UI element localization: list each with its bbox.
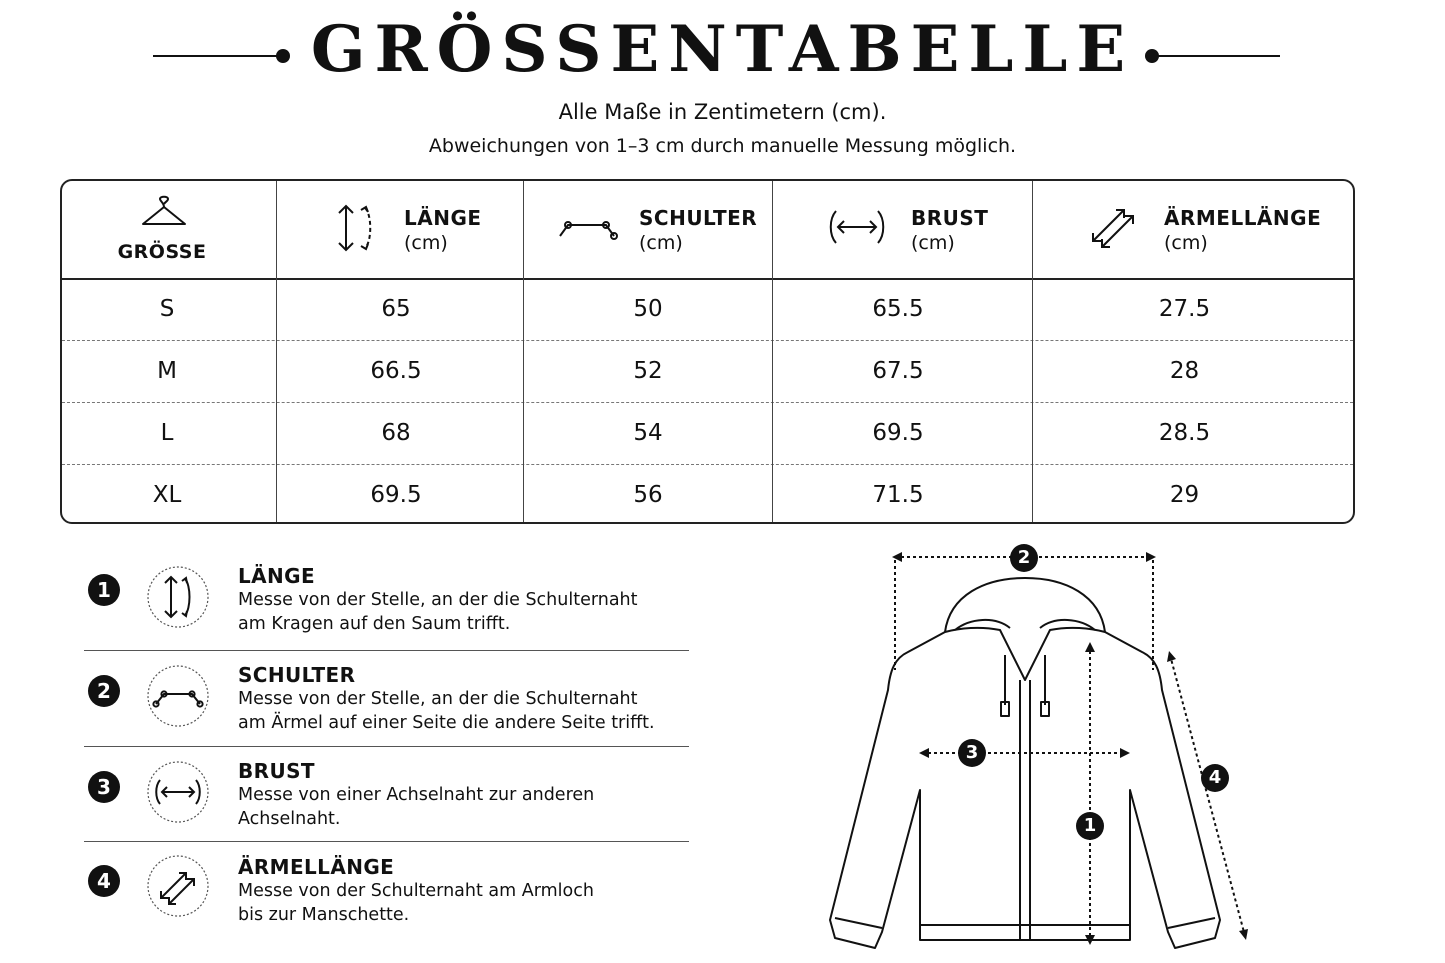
diagonal-arrows-icon <box>146 854 210 918</box>
legend-number: 3 <box>88 771 120 803</box>
cell-chest: 71.5 <box>872 482 924 508</box>
legend-line: Messe von der Stelle, an der die Schulternaht <box>238 689 638 709</box>
legend-line: am Kragen auf den Saum trifft. <box>238 614 511 634</box>
legend-divider <box>84 746 689 747</box>
horizontal-arrows-icon <box>828 207 886 247</box>
legend-description <box>238 588 678 636</box>
subtitle-units: Alle Maße in Zentimetern (cm). <box>558 100 887 124</box>
legend-divider <box>84 841 689 842</box>
cell-shoulder: 56 <box>633 482 663 508</box>
cell-length: 65 <box>381 296 411 322</box>
header-cell-sleeve <box>1032 181 1355 278</box>
header-label-shoulder: SCHULTER <box>639 206 758 230</box>
table-header-row <box>62 181 1353 280</box>
cell-shoulder: 54 <box>633 420 663 446</box>
horizontal-arrows-icon <box>146 760 210 824</box>
legend-description <box>238 783 678 831</box>
legend-title: BRUST <box>238 759 315 783</box>
legend-description <box>238 687 688 735</box>
cell-length: 69.5 <box>370 482 422 508</box>
legend-line: Messe von der Stelle, an der die Schulternaht <box>238 590 638 610</box>
cell-chest: 69.5 <box>872 420 924 446</box>
cell-size: XL <box>152 482 182 508</box>
diagonal-arrows-icon <box>1088 205 1138 251</box>
legend-line: Messe von einer Achselnaht zur anderen <box>238 785 595 805</box>
diagram-marker-length: 1 <box>1076 812 1104 840</box>
cell-sleeve: 28.5 <box>1158 420 1211 446</box>
hoodie-outline-icon <box>820 540 1260 955</box>
cell-chest: 65.5 <box>872 296 924 322</box>
header-unit-length: (cm) <box>404 232 448 254</box>
table-row <box>62 278 1353 340</box>
shoulder-line-icon <box>556 215 618 241</box>
cell-chest: 67.5 <box>872 358 924 384</box>
hanger-icon <box>140 195 188 231</box>
header-label-chest: BRUST <box>911 206 989 230</box>
cell-size: M <box>157 358 177 384</box>
cell-size: L <box>160 420 174 446</box>
legend-title: LÄNGE <box>238 564 316 588</box>
column-divider <box>523 181 524 522</box>
cell-size: S <box>159 296 175 322</box>
diagram-marker-shoulder: 2 <box>1010 544 1038 572</box>
header-unit-chest: (cm) <box>911 232 955 254</box>
legend-title: ÄRMELLÄNGE <box>238 855 395 879</box>
header-label-length: LÄNGE <box>404 206 482 230</box>
cell-length: 66.5 <box>370 358 422 384</box>
legend-line: bis zur Manschette. <box>238 905 410 925</box>
column-divider <box>772 181 773 522</box>
cell-shoulder: 52 <box>633 358 663 384</box>
header-cell-shoulder <box>523 181 772 278</box>
legend-divider <box>84 650 689 651</box>
legend-line: am Ärmel auf einer Seite die andere Seite trifft. <box>238 713 655 733</box>
table-row <box>62 464 1353 524</box>
legend-line: Messe von der Schulternaht am Armloch <box>238 881 594 901</box>
header-cell-size <box>62 181 276 278</box>
cell-sleeve: 28 <box>1169 358 1200 384</box>
subtitle-tolerance: Abweichungen von 1–3 cm durch manuelle Messung möglich. <box>428 135 1017 157</box>
legend-number: 2 <box>88 675 120 707</box>
cell-length: 68 <box>381 420 411 446</box>
page-title: GRÖSSENTABELLE <box>310 12 1135 87</box>
cell-sleeve: 29 <box>1169 482 1200 508</box>
title-row <box>0 10 1445 90</box>
table-row <box>62 402 1353 464</box>
header-unit-sleeve: (cm) <box>1164 232 1208 254</box>
column-divider <box>276 181 277 522</box>
legend-number: 4 <box>88 865 120 897</box>
vertical-arrows-icon <box>332 202 380 254</box>
legend-number: 1 <box>88 574 120 606</box>
table-row <box>62 340 1353 402</box>
cell-shoulder: 50 <box>633 296 663 322</box>
header-label-size: GRÖSSE <box>117 241 207 263</box>
diagram-marker-chest: 3 <box>958 739 986 767</box>
size-table <box>60 179 1355 524</box>
legend-line: Achselnaht. <box>238 809 341 829</box>
column-divider <box>1032 181 1033 522</box>
legend-title: SCHULTER <box>238 663 356 687</box>
header-cell-chest <box>772 181 1032 278</box>
shoulder-line-icon <box>146 664 210 728</box>
header-cell-length <box>276 181 523 278</box>
title-rule-right <box>1152 55 1280 57</box>
legend-description <box>238 879 678 927</box>
hoodie-measurement-diagram <box>820 540 1260 955</box>
vertical-arrows-icon <box>146 565 210 629</box>
header-label-sleeve: ÄRMELLÄNGE <box>1164 206 1322 230</box>
header-unit-shoulder: (cm) <box>639 232 683 254</box>
cell-sleeve: 27.5 <box>1158 296 1211 322</box>
diagram-marker-sleeve: 4 <box>1201 764 1229 792</box>
